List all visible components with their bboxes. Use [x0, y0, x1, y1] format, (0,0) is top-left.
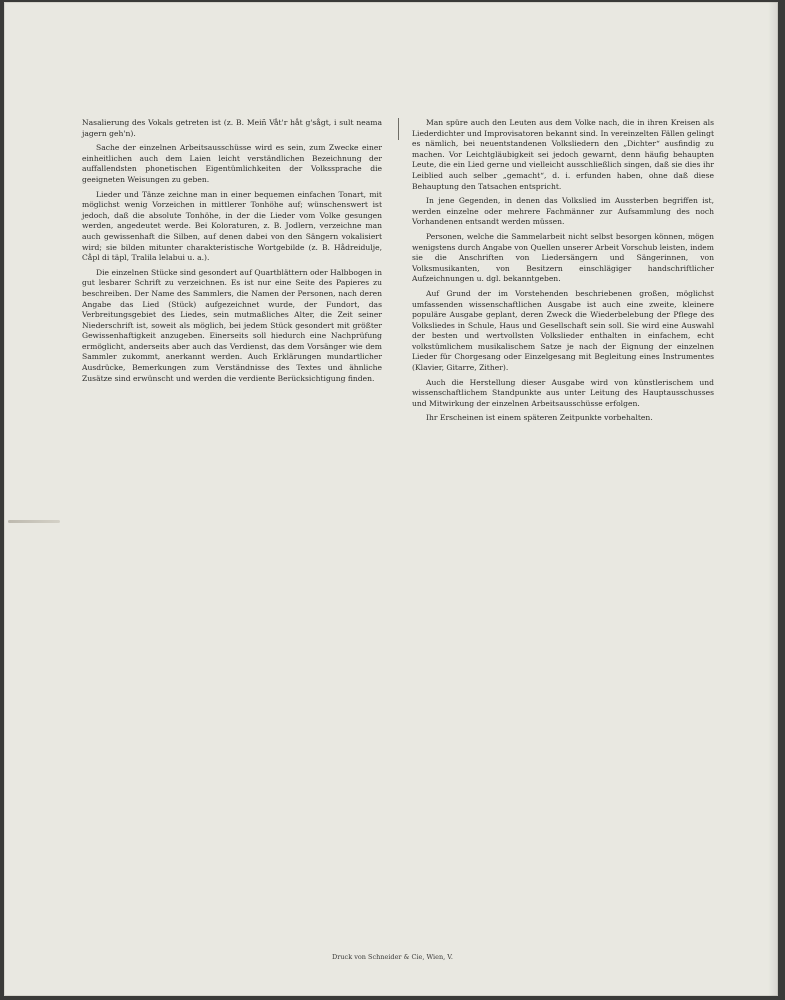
left-paragraph: Lieder und Tänze zeichne man in einer bequemen einfachen Tonart, mit möglichst wenig Vorzeichen in mittlerer Tonhöhe auf; wünschenswert ist jedoch, daß die absolute Tonhöhe, in der die Lieder vom Volke gesungen werden, angedeutet werde. Bei Koloraturen, z. B. Jodlern, verzeichne man auch gewissenhaft die Silben, auf denen dabei von den Sängern vokalisiert wird; sie bilden mitunter charakteristische Wortgebilde (z. B. Hådreidulje, Cåpl di täpl, Tralila lelabui u. a.). [82, 189, 382, 263]
right-paragraph: Auch die Herstellung dieser Ausgabe wird von künstlerischem und wissenschaftlichem Standpunkte aus unter Leitung des Hauptausschusses und Mitwirkung der einzelnen Arbeitsausschüsse erfolgen. [412, 377, 714, 408]
left-paragraph: Die einzelnen Stücke sind gesondert auf Quartblättern oder Halbbogen in gut lesbarer Schrift zu verzeichnen. Es ist nur eine Seite des Papieres zu beschreiben. Der Name des Sammlers, die Namen der Personen, nach deren Angabe das Lied (Stück) aufgezeichnet wurde, der Fundort, das Verbreitungsgebiet des Liedes, sein mutmaßliches Alter, die Zeit seiner Niederschrift ist, soweit als möglich, bei jedem Stück gesondert mit größter Gewissenhaftigkeit anzugeben. Einerseits soll hiedurch eine Nachprüfung ermöglicht, anderseits aber auch das Verdienst, das dem Vorsänger wie dem Sammler zukommt, anerkannt werden. Auch Erklärungen mundartlicher Ausdrücke, Bemerkungen zum Verständnisse des Textes und ähnliche Zusätze sind erwünscht und werden die verdiente Berücksichtigung finden. [82, 267, 382, 383]
right-text-column [412, 118, 714, 428]
right-paragraph: Man spüre auch den Leuten aus dem Volke nach, die in ihren Kreisen als Liederdichter und Improvisatoren bekannt sind. In vereinzelten Fällen gelingt es nämlich, bei neuentstandenen Volksliedern den „Dichter“ ausfindig zu machen. Vor Leichtgläubigkeit sei jedoch gewarnt, denn häufig behaupten Leute, die ein Lied gerne und vielleicht ausschließlich singen, daß sie dies ihr Leiblied auch selber „gemacht“, d. i. erfunden haben, ohne daß diese Behauptung den Tatsachen entspricht. [412, 118, 714, 191]
left-paragraph: Nasalierung des Vokals getreten ist (z. B. Meiñ Våt'r håt g'sågt, i sult neama jagern geh'n). [82, 118, 382, 138]
right-paragraph: Ihr Erscheinen ist einem späteren Zeitpunkte vorbehalten. [426, 413, 653, 423]
left-paragraph: Sache der einzelnen Arbeitsausschüsse wird es sein, zum Zwecke einer einheitlichen auch dem Laien leicht verständlichen Bezeichnung der auffallendsten phonetischen Eigentümlichkeiten der Volkssprache die geeigneten Weisungen zu geben. [82, 143, 382, 184]
right-paragraph: Auf Grund der im Vorstehenden beschriebenen großen, möglichst umfassenden wissenschaftlichen Ausgabe ist auch eine zweite, kleinere populäre Ausgabe geplant, deren Zweck die Wiederbelebung der Pflege des Volksliedes in Schule, Haus und Gesellschaft sein soll. Sie wird eine Auswahl der besten und wertvollsten Volkslieder enthalten in einfachem, echt volkstümlichem musikalischem Satze je nach der Eignung der einzelnen Lieder für Chorgesang oder Einzelgesang mit Begleitung eines Instrumentes (Klavier, Gitarre, Zither). [412, 288, 714, 373]
column-divider [398, 118, 399, 140]
left-text-column [82, 118, 382, 388]
page-edge-shadow [768, 2, 778, 996]
paper-tear [8, 520, 60, 523]
printer-imprint: Druck von Schneider & Cie, Wien, V. [332, 953, 453, 961]
right-paragraph: In jene Gegenden, in denen das Volkslied im Aussterben begriffen ist, werden einzelne oder mehrere Fachmänner zur Aufsammlung des noch Vorhandenen entsandt werden müssen. [412, 196, 714, 227]
right-paragraph: Personen, welche die Sammelarbeit nicht selbst besorgen können, mögen wenigstens durch Angabe von Quellen unserer Arbeit Vorschub leisten, indem sie die Anschriften von Liedersängern und Sängerinnen, von Volksmusikanten, von Besitzern einschlägiger handschriftlicher Aufzeichnungen u. dgl. bekanntgeben. [412, 231, 715, 284]
